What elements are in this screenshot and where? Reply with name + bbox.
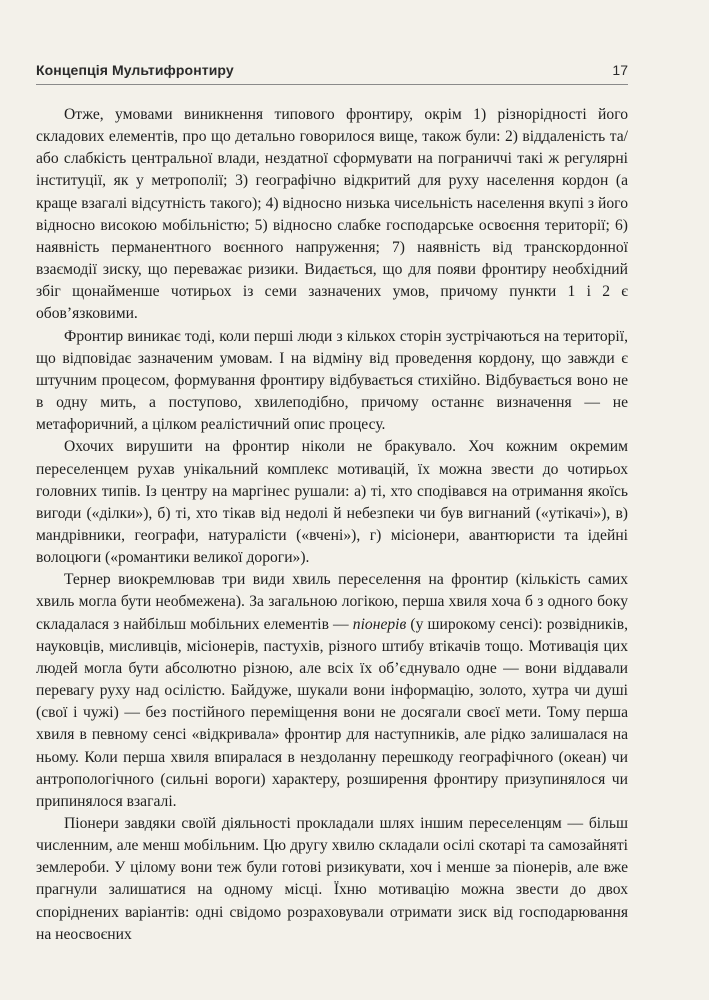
paragraph-4-emphasis: піонерів xyxy=(352,615,407,633)
paragraph-5: Піонери завдяки своїй діяльності прокладали шлях іншим переселенцям — більш численним, але менш мобільним. Цю другу хвилю складали осілі скотарі та самозайняті землероби. У цілому вони теж були готові ризикувати, хоч і менше за піонерів, але вже прагнули залишатися на одному місці. Їхню мотивацію можна звести до двох споріднених варіантів: одні свідомо розраховували отримати зиск від господарювання на неосвоєних xyxy=(36,815,628,943)
paragraph-3: Охочих вирушити на фронтир ніколи не бракувало. Хоч кожним окремим переселенцем рухав унікальний комплекс мотивацій, їх можна звести до чотирьох головних типів. Із центру на маргінес рушали: а) ті, хто сподівався на отримання якоїсь вигоди («ділки»), б) ті, хто тікав від недолі й небезпеки чи був вигнаний («утікачі»), в) мандрівники, географи, натуралісти («вчені»), г) місіонери, авантюристи та ідейні волоцюги («романтики великої дороги»). xyxy=(36,438,628,567)
paragraph-1: Отже, умовами виникнення типового фронтиру, окрім 1) різнорідності його складових елементів, про що детально говорилося вище, також були: 2) віддаленість та/або слабкість центральної влади, нездатної сформувати на пограниччі такі ж регулярні інституції, як у метрополії; 3) географічно відкритий для руху населення кордон (а краще взагалі відсутність такого); 4) відносно низька чисельність населення вкупі з його відносно високою мобільністю; 5) відносно слабке господарське освоєння території; 6) наявність перманентного воєнного напруження; 7) наявність від транскордонної взаємодії зиску, що переважає ризики. Видається, що для появи фронтиру необхідний збіг щонайменше чотирьох із семи зазначених умов, причому пункти 1 і 2 є обов’язковими. xyxy=(36,106,628,323)
page-number: 17 xyxy=(612,62,628,78)
paragraph-4 xyxy=(36,569,628,813)
header-rule xyxy=(36,84,628,85)
paragraph-2: Фронтир виникає тоді, коли перші люди з кількох сторін зустрічаються на території, що відповідає зазначеним умовам. І на відміну від проведення кордону, що завжди є штучним процесом, формування фронтиру відбувається стихійно. Відбувається воно не в одну мить, а поступово, хвилеподібно, причому останнє визначення — не метафоричний, а цілком реалістичний опис процесу. xyxy=(36,327,628,434)
paragraph-4-end: (у широкому сенсі): розвідників, науковців, мисливців, місіонерів, пастухів, різного штибу втікачів тощо. Мотивація цих людей могла бути абсолютно різною, але всіх їх об’єднувало одне — вони віддавали перевагу руху над осілістю. Байдуже, шукали вони інформацію, золото, хутра чи душі (свої і чужі) — без постійного переміщення вони не досягали своєї мети. Тому перша хвиля в певному сенсі «відкривала» фронтир для наступників, але рідко залишалася на ньому. Коли перша хвиля впиралася в нездоланну перешкоду географічного (океан) чи антропологічного (сильні вороги) характеру, розширення фронтиру призупинялося чи припинялося взагалі. xyxy=(36,615,628,810)
paragraph-4-start: Тернер виокремлював три види хвиль переселення на фронтир (кількість самих хвиль могла бути необмежена). За загальною логікою, перша хвиля хоча б з одного боку складалася з найбільш мобільних елементів — xyxy=(36,571,628,633)
body-text xyxy=(36,104,628,946)
running-title: Концепція Мультифронтиру xyxy=(36,62,234,78)
